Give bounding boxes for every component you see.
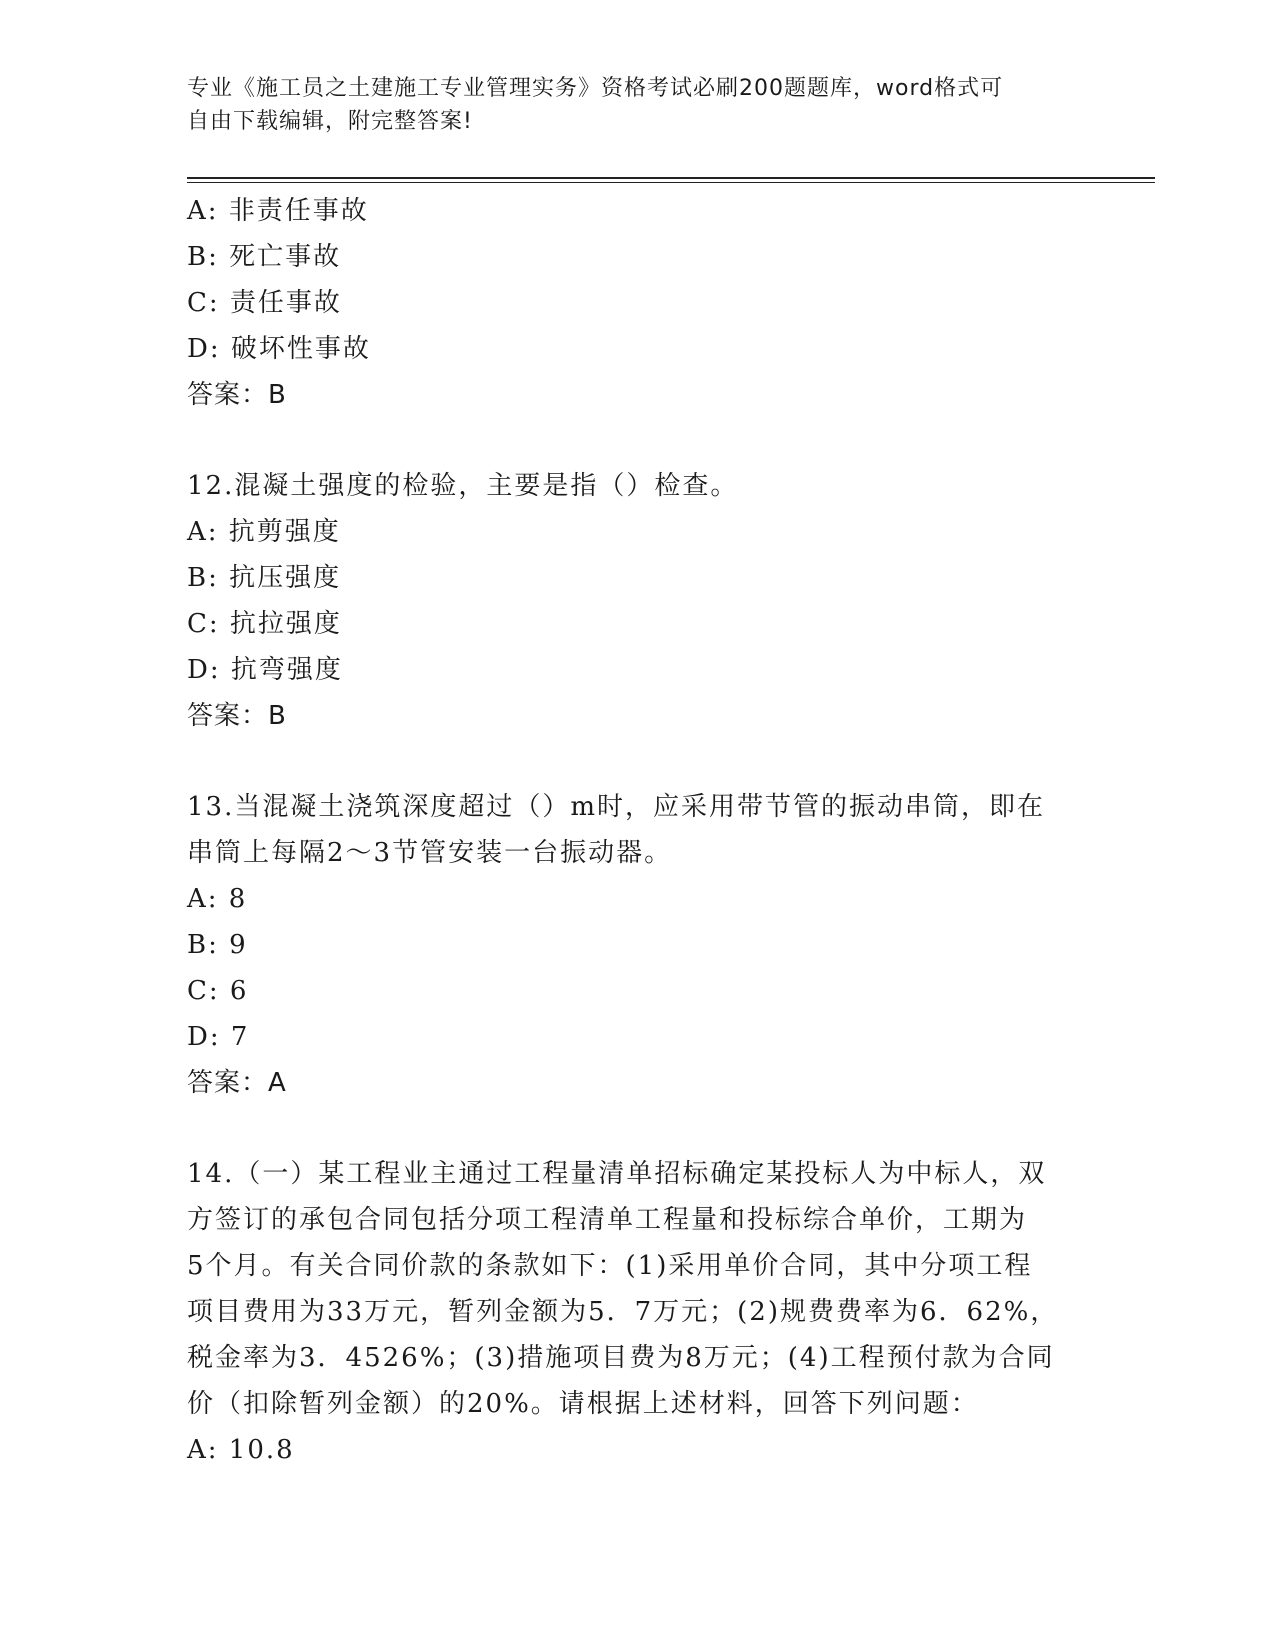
question-stem-line-1: 13.当混凝土浇筑深度超过（）m时，应采用带节管的振动串筒，即在 <box>187 792 1046 822</box>
question-14 <box>187 1151 1087 1473</box>
option-b: B: 抗压强度 <box>187 563 342 593</box>
question-stem-line-1: 14.（一）某工程业主通过工程量清单招标确定某投标人为中标人，双 <box>187 1159 1047 1189</box>
option-d: D: 破坏性事故 <box>187 334 371 364</box>
question-11 <box>187 188 1087 418</box>
option-b: B: 死亡事故 <box>187 242 342 272</box>
answer-line: 答案：B <box>187 380 287 410</box>
answer-line: 答案：A <box>187 1068 287 1098</box>
option-a: A: 8 <box>187 884 248 914</box>
question-13 <box>187 784 1087 1106</box>
option-a: A: 非责任事故 <box>187 196 369 226</box>
option-a: A: 10.8 <box>187 1435 295 1465</box>
spacer <box>187 1106 1087 1151</box>
option-c: C: 6 <box>187 976 249 1006</box>
question-stem-line-3: 5个月。有关合同价款的条款如下：(1)采用单价合同，其中分项工程 <box>187 1251 1033 1281</box>
question-stem-line-2: 串筒上每隔2～3节管安装一台振动器。 <box>187 838 673 868</box>
spacer <box>187 739 1087 784</box>
header-divider-thin <box>187 182 1155 183</box>
header-title-line-1: 专业《施工员之土建施工专业管理实务》资格考试必刷200题题库，word格式可 <box>187 76 1004 101</box>
question-stem-line-6: 价（扣除暂列金额）的20%。请根据上述材料，回答下列问题： <box>187 1389 979 1419</box>
question-list <box>187 188 1087 1473</box>
document-header <box>187 72 1067 138</box>
question-12 <box>187 463 1087 739</box>
spacer <box>187 418 1087 463</box>
question-stem-line-4: 项目费用为33万元，暂列金额为5．7万元；(2)规费费率为6．62%， <box>187 1297 1059 1327</box>
option-a: A: 抗剪强度 <box>187 517 341 547</box>
question-stem-line-2: 方签订的承包合同包括分项工程清单工程量和投标综合单价，工期为 <box>187 1205 1028 1235</box>
option-c: C: 抗拉强度 <box>187 609 342 639</box>
option-d: D: 7 <box>187 1022 250 1052</box>
header-title-line-2: 自由下载编辑，附完整答案! <box>187 109 473 134</box>
question-stem-line-5: 税金率为3．4526%；(3)措施项目费为8万元；(4)工程预付款为合同 <box>187 1343 1055 1373</box>
option-c: C: 责任事故 <box>187 288 342 318</box>
option-d: D: 抗弯强度 <box>187 655 343 685</box>
header-divider-thick <box>187 177 1155 179</box>
option-b: B: 9 <box>187 930 248 960</box>
question-stem: 12.混凝土强度的检验，主要是指（）检查。 <box>187 471 739 501</box>
answer-line: 答案：B <box>187 701 287 731</box>
